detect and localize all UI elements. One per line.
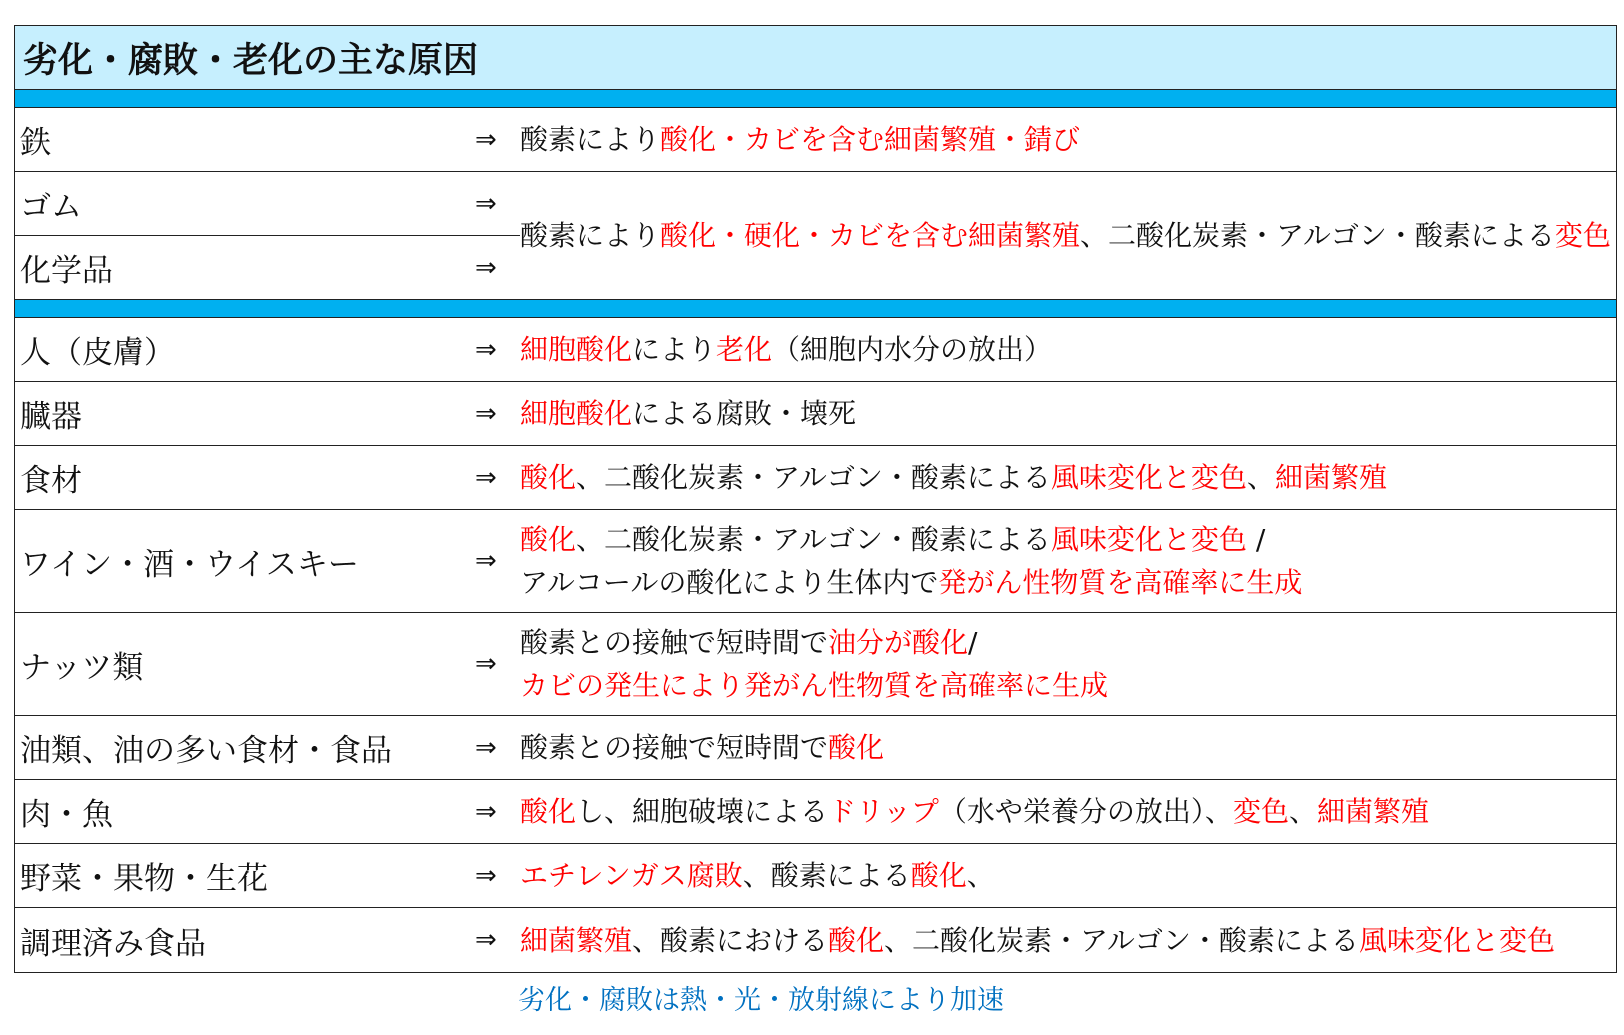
item-label: ナッツ類 <box>20 649 144 686</box>
description-text: （水や栄養分の放出）、 <box>938 795 1233 828</box>
row-labels <box>15 908 520 972</box>
item-label: 鉄 <box>20 125 51 161</box>
description-line <box>520 328 1616 371</box>
highlighted-text: 発がん性物質を高確率に生成 <box>938 566 1303 599</box>
description-text: 酸素により <box>520 219 661 252</box>
table-row <box>15 716 1616 780</box>
highlighted-text: 細菌繁殖 <box>520 923 633 957</box>
description-line <box>520 214 1616 257</box>
description-text: （細胞内水分の放出） <box>772 333 1053 366</box>
table-row <box>15 613 1616 716</box>
label-cell <box>15 780 520 843</box>
row-labels <box>15 172 520 299</box>
description-line <box>520 456 1616 499</box>
highlighted-text: 変色 <box>1554 219 1611 252</box>
table-row <box>15 382 1616 446</box>
row-labels <box>15 108 520 171</box>
table-row <box>15 780 1616 844</box>
item-label: 野菜・果物・生花 <box>20 861 268 897</box>
arrow-symbol: ⇒ <box>475 796 497 827</box>
arrow-symbol: ⇒ <box>475 546 497 576</box>
highlighted-text: 老化 <box>716 333 773 366</box>
item-label: 肉・魚 <box>20 797 113 833</box>
label-cell <box>15 716 520 779</box>
label-cell <box>15 318 520 381</box>
description-text: 、 <box>1246 461 1275 494</box>
arrow-symbol: ⇒ <box>475 649 497 679</box>
item-label: 人（皮膚） <box>20 335 175 371</box>
section-divider-stripe <box>15 90 1616 108</box>
item-description <box>520 908 1616 972</box>
label-cell <box>15 510 520 612</box>
item-description <box>520 780 1616 843</box>
highlighted-text: 酸化 <box>828 731 885 764</box>
description-text: 、 <box>966 859 995 892</box>
label-cell <box>15 446 520 509</box>
row-labels <box>15 318 520 381</box>
highlighted-text: 酸化 <box>520 461 577 494</box>
description-text: し、細胞破壊による <box>576 795 829 828</box>
highlighted-text: 酸化 <box>520 795 577 828</box>
table-body <box>15 90 1616 972</box>
description-text: 、二酸化炭素・アルゴン・酸素による <box>884 923 1359 957</box>
description-text: 、酸素による <box>742 859 911 892</box>
description-text: 、二酸化炭素・アルゴン・酸素による <box>1080 219 1555 252</box>
highlighted-text: 油分が酸化 <box>828 626 969 659</box>
description-line <box>520 854 1616 897</box>
item-description <box>520 844 1616 907</box>
label-cell <box>15 908 520 972</box>
arrow-symbol: ⇒ <box>475 124 497 155</box>
item-label: 油類、油の多い食材・食品 <box>20 733 392 769</box>
item-description <box>520 172 1616 299</box>
table-header <box>15 26 1616 90</box>
row-labels <box>15 780 520 843</box>
item-description <box>520 716 1616 779</box>
description-text: により <box>632 333 717 366</box>
row-labels <box>15 844 520 907</box>
arrow-symbol: ⇒ <box>475 860 497 891</box>
highlighted-text: 風味変化と変色 <box>1050 461 1247 494</box>
description-line <box>520 919 1616 962</box>
description-line <box>520 621 1616 664</box>
description-text: 、酸素における <box>632 923 829 957</box>
highlighted-text: 細菌繁殖 <box>1274 461 1387 494</box>
highlighted-text: 酸化・カビを含む細菌繁殖・錆び <box>660 123 1081 156</box>
description-line <box>520 392 1616 435</box>
label-cell <box>15 108 520 171</box>
highlighted-text: 風味変化と変色 <box>1050 523 1247 556</box>
item-label: ワイン・酒・ウイスキー <box>20 546 359 583</box>
description-line <box>520 726 1616 769</box>
row-labels <box>15 613 520 715</box>
arrow-symbol: ⇒ <box>475 188 497 219</box>
row-labels <box>15 510 520 612</box>
table-row <box>15 510 1616 613</box>
description-text: 、 <box>1288 795 1317 828</box>
section-divider-stripe <box>15 300 1616 318</box>
description-line <box>520 518 1616 561</box>
description-line <box>520 561 1616 604</box>
item-description <box>520 108 1616 171</box>
highlighted-text: 酸化 <box>910 859 967 892</box>
row-labels <box>15 446 520 509</box>
table-row <box>15 108 1616 172</box>
arrow-symbol: ⇒ <box>475 334 497 365</box>
item-label: 調理済み食品 <box>20 925 206 962</box>
highlighted-text: 変色 <box>1232 795 1289 828</box>
table-row <box>15 446 1616 510</box>
description-text: 酸素との接触で短時間で <box>520 626 829 659</box>
label-cell <box>15 613 520 715</box>
item-label: 食材 <box>20 463 82 499</box>
item-label: 化学品 <box>20 253 113 289</box>
arrow-symbol: ⇒ <box>475 732 497 763</box>
page-title: 劣化・腐敗・老化の主な原因 <box>23 40 479 81</box>
highlighted-text: ドリップ <box>828 795 939 828</box>
highlighted-text: カビの発生により発がん性物質を高確率に生成 <box>520 669 1109 702</box>
label-cell <box>15 235 520 299</box>
table-row <box>15 318 1616 382</box>
highlighted-text: 酸化 <box>828 923 885 957</box>
description-text: / <box>968 626 978 659</box>
description-text: による腐敗・壊死 <box>632 397 857 430</box>
highlighted-text: 風味変化と変色 <box>1358 923 1555 957</box>
highlighted-text: 酸化・硬化・カビを含む細菌繁殖 <box>660 219 1081 252</box>
highlighted-text: 酸化 <box>520 523 577 556</box>
item-description <box>520 613 1616 715</box>
description-text: アルコールの酸化により生体内で <box>520 566 939 599</box>
table-row <box>15 908 1616 972</box>
highlighted-text: エチレンガス腐敗 <box>520 859 743 892</box>
description-line <box>520 118 1616 161</box>
table-row <box>15 172 1616 300</box>
item-description <box>520 318 1616 381</box>
description-line <box>520 664 1616 707</box>
row-labels <box>15 716 520 779</box>
description-text: 酸素により <box>520 123 661 156</box>
arrow-symbol: ⇒ <box>475 252 497 283</box>
causes-table <box>14 25 1617 973</box>
item-label: 臓器 <box>20 399 82 435</box>
description-text: / <box>1246 523 1266 556</box>
arrow-symbol: ⇒ <box>475 462 497 493</box>
label-cell <box>15 844 520 907</box>
table-row <box>15 844 1616 908</box>
item-description <box>520 510 1616 612</box>
arrow-symbol: ⇒ <box>475 925 497 955</box>
item-description <box>520 446 1616 509</box>
footnote: 劣化・腐敗は熱・光・放射線により加速 <box>518 985 1004 1016</box>
highlighted-text: 細胞酸化 <box>520 397 633 430</box>
row-labels <box>15 382 520 445</box>
item-label: ゴム <box>20 189 82 225</box>
highlighted-text: 細胞酸化 <box>520 333 633 366</box>
description-text: 酸素との接触で短時間で <box>520 731 829 764</box>
label-cell <box>15 382 520 445</box>
description-text: 、二酸化炭素・アルゴン・酸素による <box>576 523 1051 556</box>
arrow-symbol: ⇒ <box>475 398 497 429</box>
description-text: 、二酸化炭素・アルゴン・酸素による <box>576 461 1051 494</box>
description-line <box>520 790 1616 833</box>
highlighted-text: 細菌繁殖 <box>1316 795 1429 828</box>
label-cell <box>15 172 520 235</box>
item-description <box>520 382 1616 445</box>
